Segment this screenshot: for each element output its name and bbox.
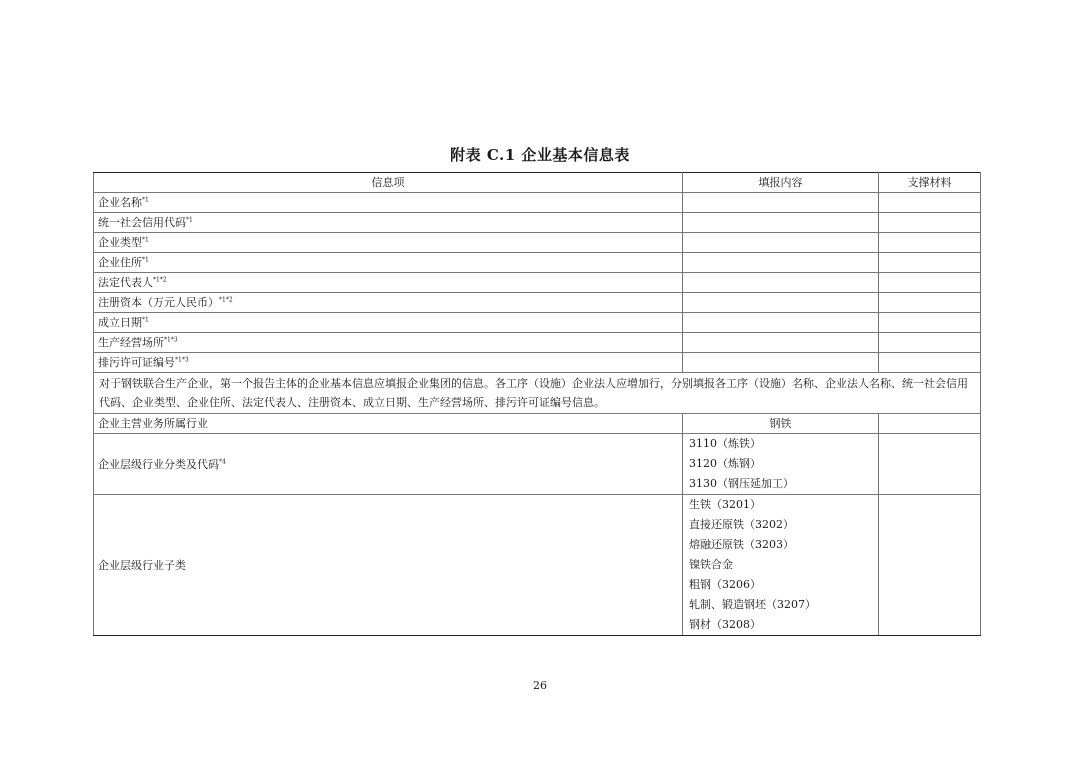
- support-cell[interactable]: [879, 353, 981, 373]
- list-item: 粗钢（3206）: [689, 578, 761, 591]
- list-item: 直接还原铁（3202）: [689, 518, 794, 531]
- content-cell[interactable]: [683, 253, 879, 273]
- support-cell[interactable]: [879, 233, 981, 253]
- table-row: [94, 333, 981, 353]
- content-cell[interactable]: [683, 273, 879, 293]
- list-item: 镍铁合金: [689, 558, 733, 571]
- content-cell[interactable]: [683, 333, 879, 353]
- support-cell[interactable]: [879, 333, 981, 353]
- list-item: 3110（炼铁）: [689, 437, 761, 450]
- list-item: 轧制、锻造钢坯（3207）: [689, 598, 816, 611]
- table-row: [94, 213, 981, 233]
- table-row: [94, 193, 981, 213]
- subclass-row: [94, 495, 981, 636]
- list-item: 熔融还原铁（3203）: [689, 538, 794, 551]
- table-row: [94, 253, 981, 273]
- support-cell[interactable]: [879, 495, 981, 636]
- header-item: 信息项: [94, 173, 683, 193]
- content-cell[interactable]: [683, 213, 879, 233]
- subclass-list: [683, 495, 879, 636]
- row-label: 企业住所$^{*1}$: [94, 253, 683, 273]
- table-row: [94, 353, 981, 373]
- support-cell[interactable]: [879, 434, 981, 495]
- industry-row: [94, 414, 981, 434]
- industry-value: 钢铁: [683, 414, 879, 434]
- row-label: 排污许可证编号$^{*1*3}$: [94, 353, 683, 373]
- support-cell[interactable]: [879, 414, 981, 434]
- header-support: 支撑材料: [879, 173, 981, 193]
- classification-list: [683, 434, 879, 495]
- content-cell[interactable]: [683, 293, 879, 313]
- row-label: 统一社会信用代码$^{*1}$: [94, 213, 683, 233]
- header-content: 填报内容: [683, 173, 879, 193]
- support-cell[interactable]: [879, 273, 981, 293]
- table-title: 附表 C.1 企业基本信息表: [450, 146, 630, 164]
- row-label: 成立日期$^{*1}$: [94, 313, 683, 333]
- subclass-label: 企业层级行业子类: [94, 495, 683, 636]
- content-cell[interactable]: [683, 193, 879, 213]
- support-cell[interactable]: [879, 213, 981, 233]
- table-row: [94, 313, 981, 333]
- row-label: 企业名称$^{*1}$: [94, 193, 683, 213]
- list-item: 生铁（3201）: [689, 498, 761, 511]
- table-row: [94, 233, 981, 253]
- industry-label: 企业主营业务所属行业: [94, 414, 683, 434]
- content-cell[interactable]: [683, 353, 879, 373]
- list-item: 3120（炼钢）: [689, 457, 761, 470]
- note-row: [94, 373, 981, 414]
- row-label: 生产经营场所$^{*1*3}$: [94, 333, 683, 353]
- table-row: [94, 273, 981, 293]
- content-cell[interactable]: [683, 313, 879, 333]
- note-text: 对于钢铁联合生产企业，第一个报告主体的企业基本信息应填报企业集团的信息。各工序（设施）企业法人应增加行，分别填报各工序（设施）名称、企业法人名称、统一社会信用代码、企业类型、企业住所、法定代表人、注册资本、成立日期、生产经营场所、排污许可证编号信息。: [94, 373, 981, 414]
- support-cell[interactable]: [879, 293, 981, 313]
- support-cell[interactable]: [879, 193, 981, 213]
- row-label: 企业类型$^{*1}$: [94, 233, 683, 253]
- enterprise-info-table: [93, 172, 981, 636]
- table-header-row: [94, 173, 981, 193]
- row-label: 法定代表人$^{*1*2}$: [94, 273, 683, 293]
- support-cell[interactable]: [879, 313, 981, 333]
- support-cell[interactable]: [879, 253, 981, 273]
- content-cell[interactable]: [683, 233, 879, 253]
- classification-label: 企业层级行业分类及代码$^{*4}$: [94, 434, 683, 495]
- table-row: [94, 293, 981, 313]
- row-label: 注册资本（万元人民币）$^{*1*2}$: [94, 293, 683, 313]
- list-item: 钢材（3208）: [689, 618, 761, 631]
- list-item: 3130（钢压延加工）: [689, 477, 794, 490]
- classification-row: [94, 434, 981, 495]
- page-number: 26: [533, 679, 547, 692]
